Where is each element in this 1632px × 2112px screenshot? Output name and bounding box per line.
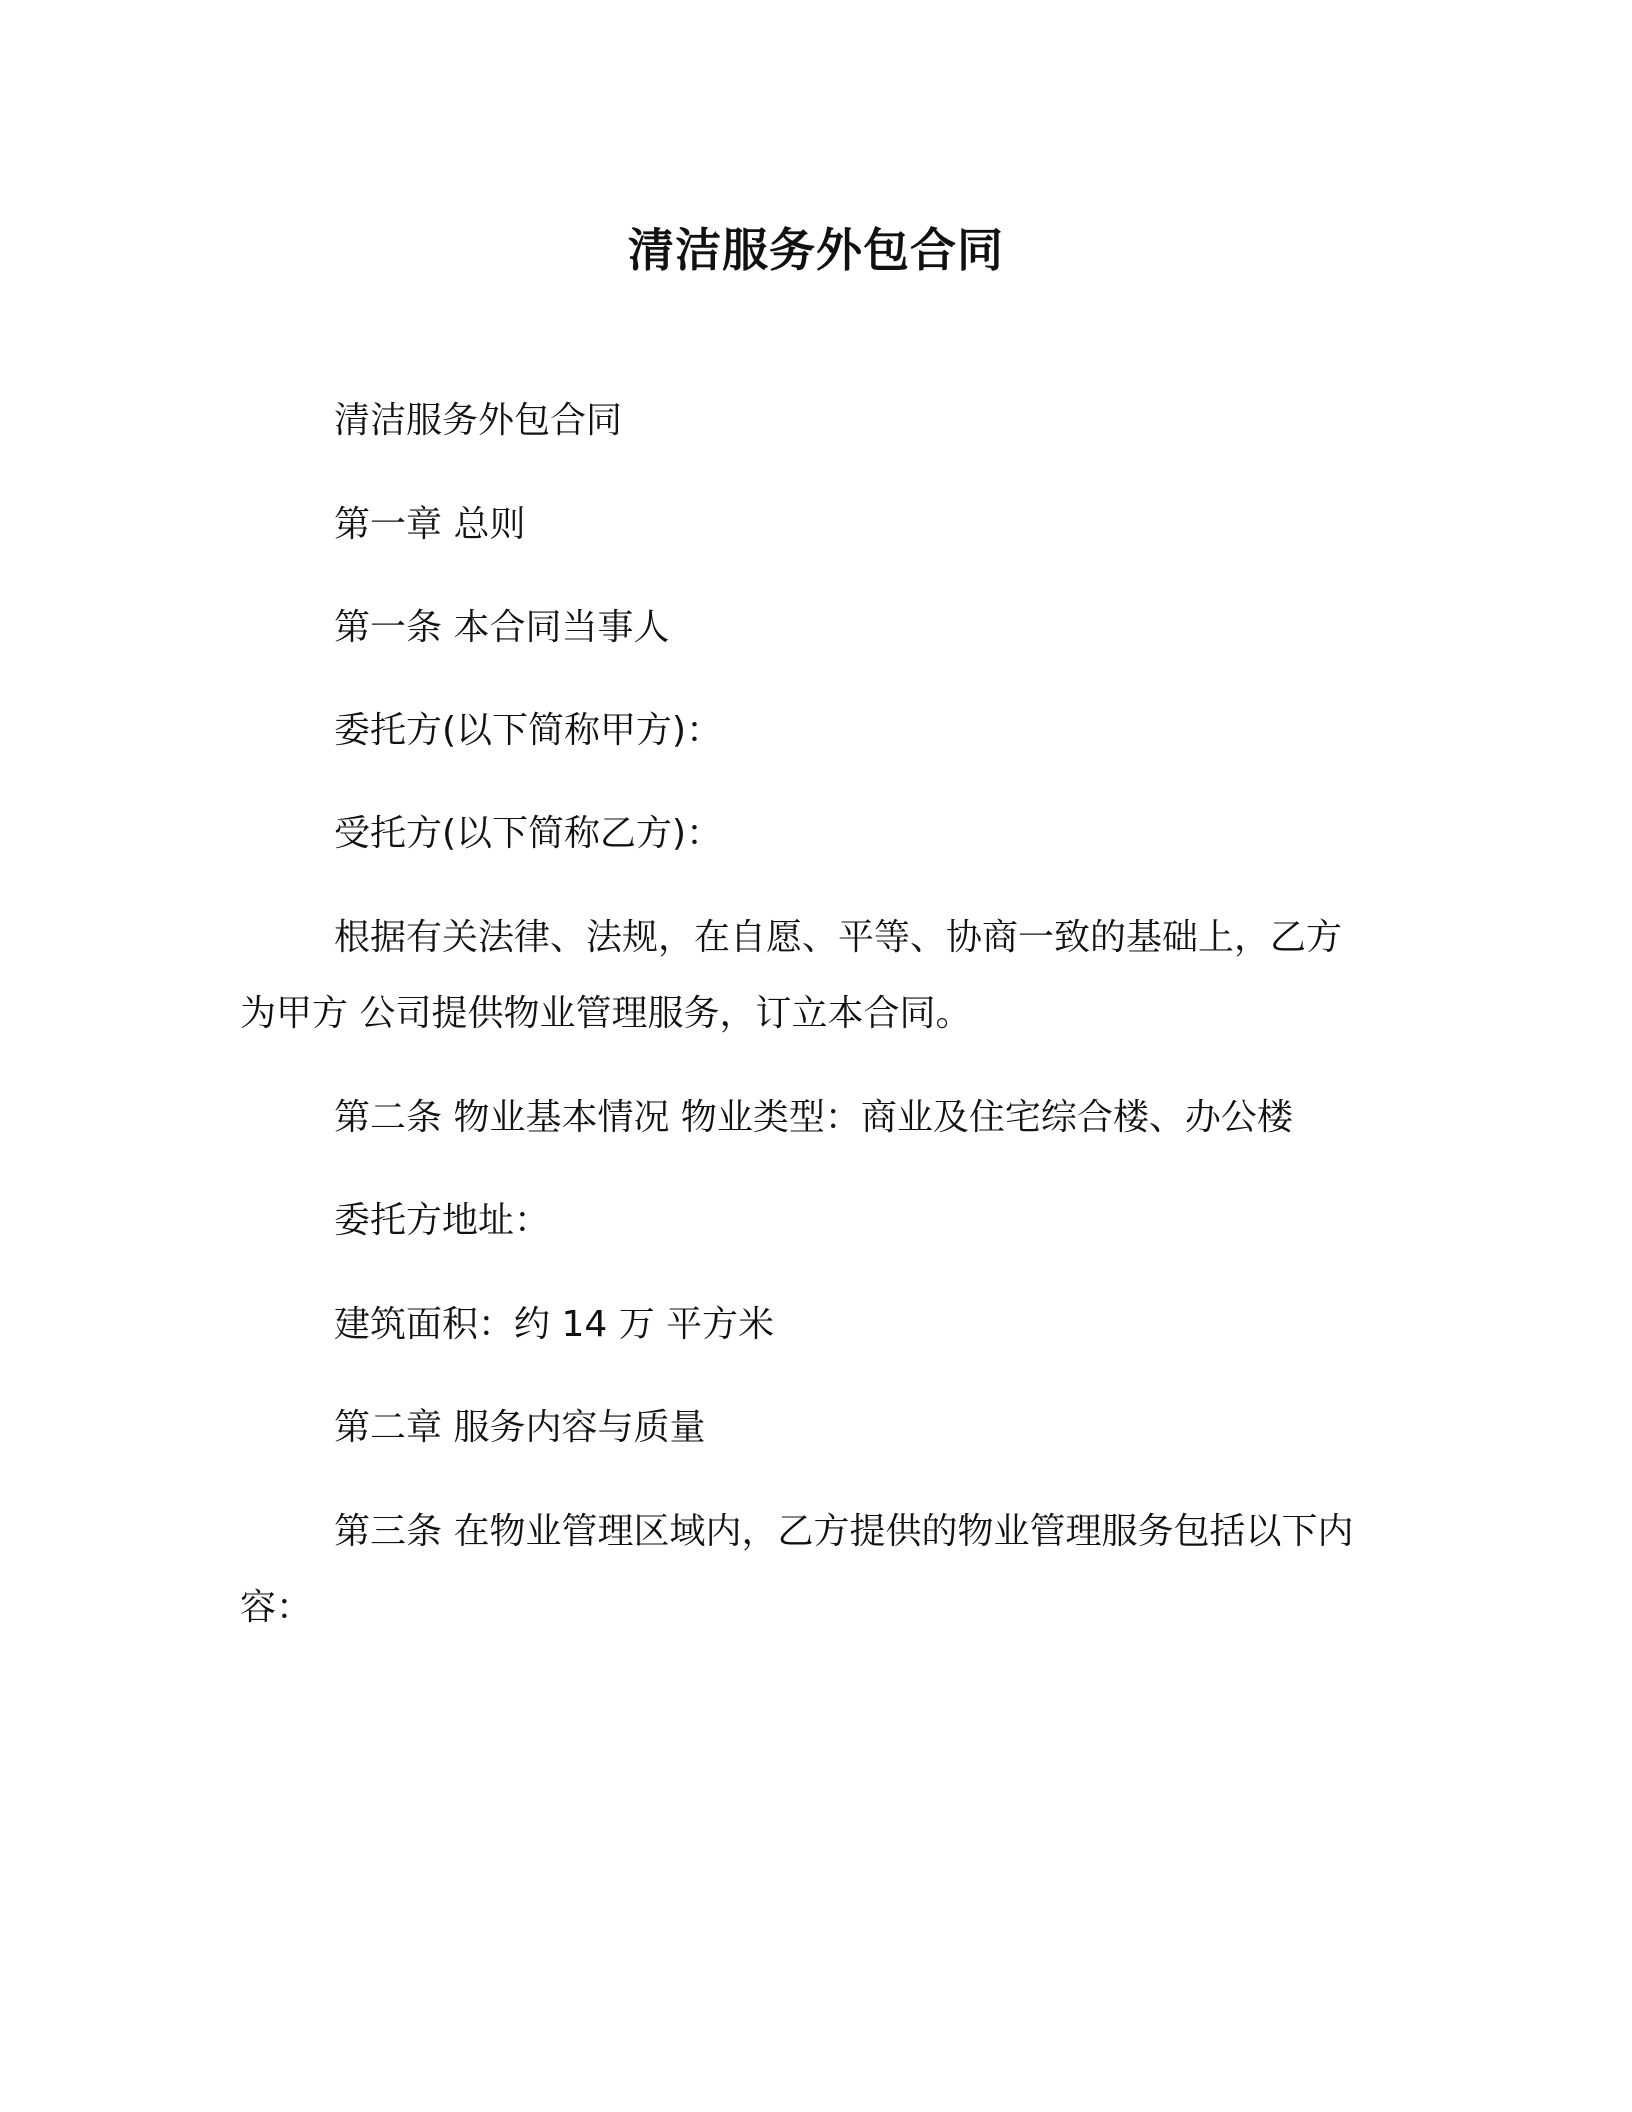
paragraph-basis-line-2: 为甲方 公司提供物业管理服务，订立本合同。 — [240, 993, 972, 1034]
paragraph-article-1: 第一条 本合同当事人 — [334, 607, 670, 648]
paragraph-basis-line-1: 根据有关法律、法规，在自愿、平等、协商一致的基础上，乙方 — [334, 917, 1343, 958]
paragraph-article-3-line-2: 容： — [240, 1587, 313, 1628]
paragraph-party-b: 受托方(以下简称乙方)： — [334, 813, 723, 854]
paragraph-contract-name: 清洁服务外包合同 — [334, 400, 623, 441]
paragraph-party-a: 委托方(以下简称甲方)： — [334, 710, 723, 751]
paragraph-article-2: 第二条 物业基本情况 物业类型：商业及住宅综合楼、办公楼 — [334, 1097, 1293, 1138]
paragraph-chapter-2: 第二章 服务内容与质量 — [334, 1407, 706, 1448]
paragraph-building-area: 建筑面积：约 14 万 平方米 — [334, 1304, 775, 1345]
document-title: 清洁服务外包合同 — [628, 223, 1004, 277]
paragraph-client-address: 委托方地址： — [334, 1200, 551, 1241]
paragraph-article-3-line-1: 第三条 在物业管理区域内，乙方提供的物业管理服务包括以下内 — [334, 1511, 1354, 1552]
paragraph-chapter-1: 第一章 总则 — [334, 504, 526, 545]
